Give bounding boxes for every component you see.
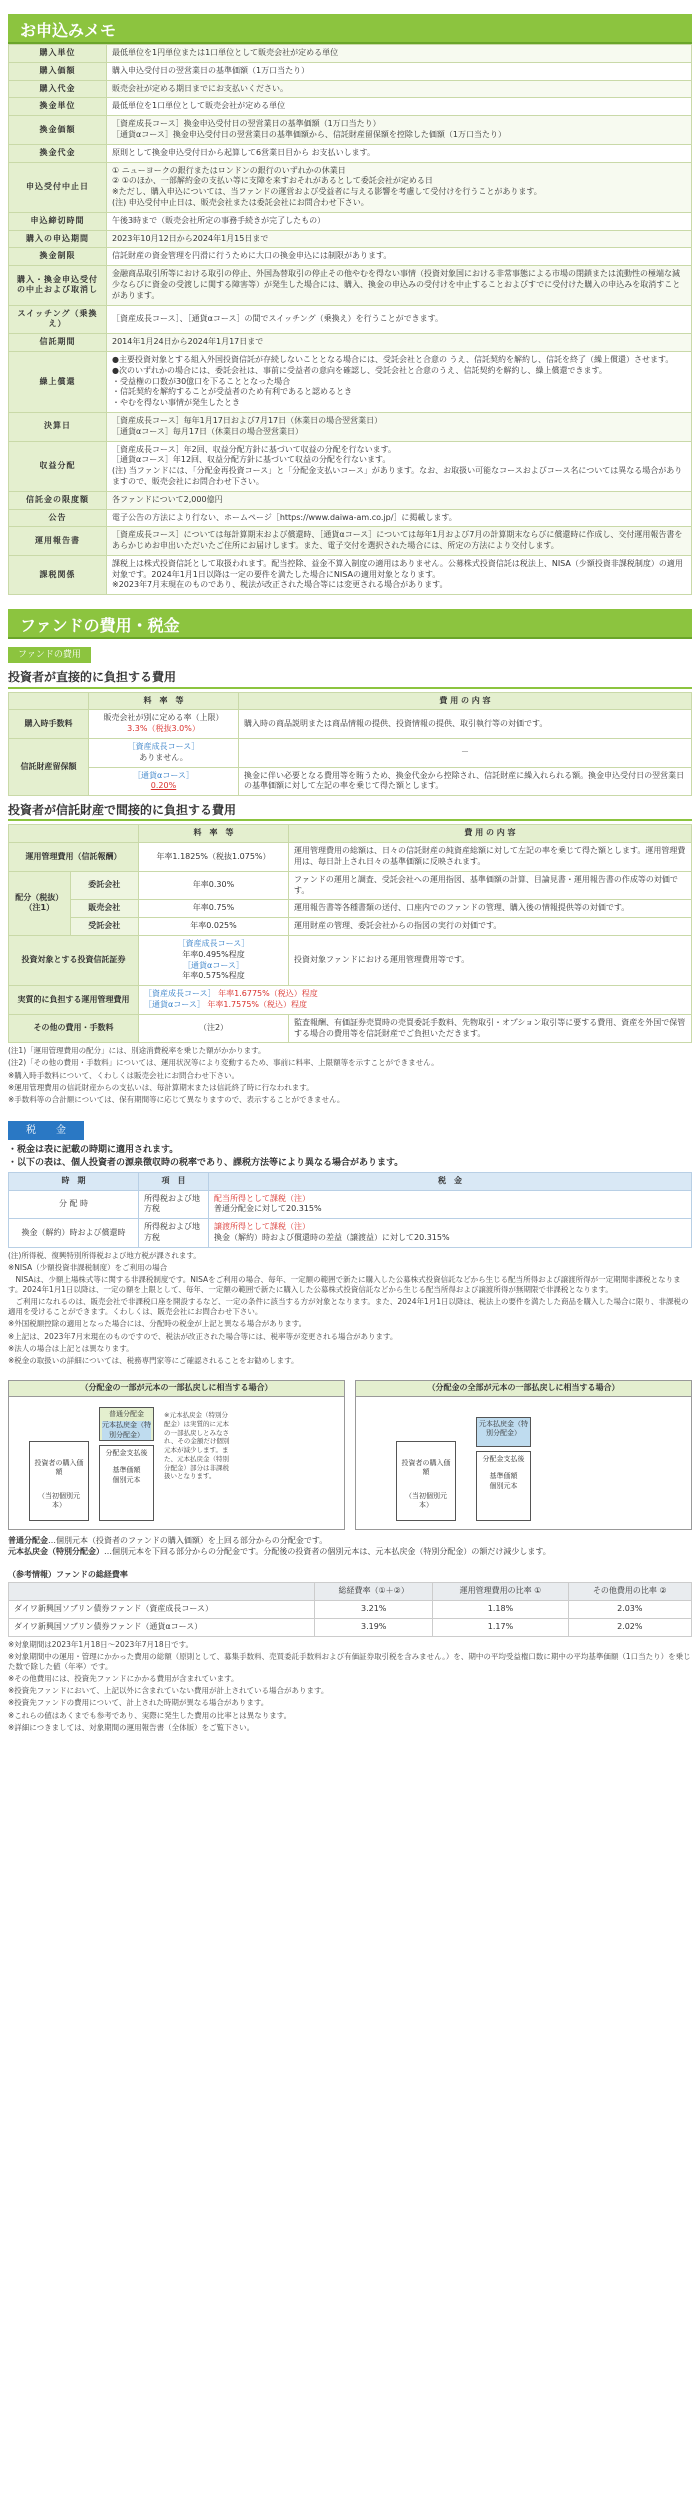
memo-value: 2014年1月24日から2024年1月17日まで bbox=[107, 334, 692, 352]
note-line: ※詳細につきましては、対象期間の運用報告書（全体版）をご覧下さい。 bbox=[8, 1722, 255, 1732]
tax-when: 換金（解約）時および償還時 bbox=[9, 1219, 139, 1248]
real-rate-b: 年率1.7575%（税込）程度 bbox=[207, 999, 308, 1009]
memo-label: 決算日 bbox=[9, 412, 107, 441]
ref-col: 運用管理費用の比率 ① bbox=[433, 1583, 568, 1601]
def-refund-term: 元本払戻金（特別分配金） bbox=[8, 1546, 104, 1556]
buy-fee-content: 購入時の商品説明または商品情報の提供、投資情報の提供、取引執行等の対価です。 bbox=[239, 710, 692, 739]
note-line: ※対象期間は2023年1月18日～2023年7月18日です。 bbox=[8, 1639, 193, 1649]
ref-value: 1.17% bbox=[433, 1618, 568, 1636]
alloc-rate: 年率0.75% bbox=[139, 900, 289, 918]
memo-label: 購入・換金申込受付の中止および取消し bbox=[9, 266, 107, 305]
memo-title: お申込みメモ bbox=[8, 14, 692, 44]
tax-value: 換金（解約）時および償還時の差益（譲渡益）に対して20.315% bbox=[214, 1232, 450, 1242]
memo-label: 購入の申込期間 bbox=[9, 230, 107, 248]
alloc-content: 運用財産の管理、委託会社からの指図の実行の対価です。 bbox=[289, 918, 692, 936]
memo-value: ［資産成長コース］換金申込受付日の翌営業日の基準価額（1万口当たり） ［通貨αコース］換金申込受付日の翌営業日の基準価額から、信託財産留保額を控除した価額（1万口当たり） bbox=[107, 116, 692, 145]
reserve-course-a-rate: ありません。 bbox=[139, 752, 188, 762]
note-line: ※投資先ファンドの費用について、計上された時期が異なる場合があります。 bbox=[8, 1698, 269, 1708]
reserve-content: 換金に伴い必要となる費用等を賄うため、換金代金から控除され、信託財産に繰入れられる額。換金申込受付日の翌営業日の基準価額に対して左記の率を乗じて得た額とします。 bbox=[239, 767, 692, 796]
target-course-a: ［資産成長コース］ bbox=[177, 938, 250, 948]
note-line: (注)所得税、復興特別所得税および地方税が課されます。 bbox=[8, 1250, 201, 1260]
memo-label: 公告 bbox=[9, 509, 107, 527]
tax-col-tax: 税 金 bbox=[209, 1172, 692, 1190]
col-rate-2: 料 率 等 bbox=[139, 825, 289, 843]
refund-label: 元本払戻金（特別分配金） bbox=[102, 1421, 151, 1439]
tax-bullet: ・税金は表に記載の時期に適用されます。 bbox=[8, 1145, 179, 1156]
mgmt-rate: 年率1.1825%（税抜1.075%） bbox=[139, 843, 289, 872]
normal-dist-label: 普通分配金 bbox=[109, 1409, 144, 1418]
memo-value: ［資産成長コース］については毎計算期末および償還時、［通貨αコース］については毎年1月および7月の計算期末ならびに償還時に作成し、交付運用報告書をあらかじめお申出いただいたご住所にお届けします。また、電子交付を選択された場合には、所定の方法により交付します。 bbox=[107, 527, 692, 556]
memo-value: 原則として換金申込受付日から起算して6営業日目から お支払いします。 bbox=[107, 144, 692, 162]
memo-label: 申込受付中止日 bbox=[9, 162, 107, 212]
fees-subtitle: ファンドの費用 bbox=[8, 647, 91, 663]
real-course-b: ［通貨αコース］ bbox=[144, 999, 205, 1009]
tax-bullet: ・以下の表は、個人投資者の源泉徴収時の税率であり、課税方法等により異なる場合があります。 bbox=[8, 1157, 404, 1168]
memo-label: 購入価額 bbox=[9, 62, 107, 80]
buy-fee-rate: 販売会社が別に定める率（上限） bbox=[103, 713, 224, 723]
real-course-a: ［資産成長コース］ bbox=[144, 989, 216, 999]
note-line: ※外国税額控除の適用となった場合には、分配時の税金が上記と異なる場合があります。 bbox=[8, 1319, 307, 1329]
memo-value: ［資産成長コース］年2回、収益分配方針に基づいて収益の分配を行ないます。 ［通貨αコース］年12回、収益分配方針に基づいて収益の分配を行ないます。 (注) 当ファンドには、「分配金再投資コース」と「分配金支払いコース」があります。なお、お取扱い可能なコースおよびコース名については異なる場合がありますので、販売会社にお問合わせ下さい。 bbox=[107, 441, 692, 491]
reserve-course-a: ［資産成長コース］ bbox=[127, 742, 200, 751]
memo-label: 購入単位 bbox=[9, 45, 107, 63]
other-label: その他の費用・手数料 bbox=[9, 1014, 139, 1043]
tax-notes bbox=[8, 1251, 692, 1366]
mgmt-label: 運用管理費用（信託報酬） bbox=[9, 843, 139, 872]
ref-value: 1.18% bbox=[433, 1601, 568, 1619]
base-price-label: 基準価額 bbox=[489, 1472, 518, 1481]
note-line: NISAは、少額上場株式等に関する非課税制度です。NISAをご利用の場合、毎年、一定額の範囲で新たに購入した公募株式投資信託などから生じる配当所得および譲渡所得が一定期間非課税となります。2024年1月1日以降は、一定の額を上限として、毎年、一定額の範囲で新たに購入した公募株式投資信託などから生じる配当所得および譲渡所得が無期限で非課税となります。 bbox=[8, 1274, 681, 1295]
diagram-partial bbox=[8, 1380, 345, 1530]
after-dist-label: 分配金支払後 bbox=[482, 1454, 525, 1463]
ref-value: 3.19% bbox=[314, 1618, 433, 1636]
reserve-label: 信託財産留保額 bbox=[9, 739, 89, 796]
memo-label: 信託金の限度額 bbox=[9, 491, 107, 509]
note-line: (注1)「運用管理費用の配分」には、別途消費税率を乗じた額がかかります。 bbox=[8, 1046, 266, 1056]
indiv-label: 個別元本 bbox=[489, 1481, 518, 1490]
target-rate-a: 年率0.495%程度 bbox=[182, 949, 245, 959]
fees-title: ファンドの費用・税金 bbox=[8, 609, 692, 639]
distribution-diagrams bbox=[8, 1380, 692, 1530]
indirect-fee-table bbox=[8, 824, 692, 1043]
memo-label: スイッチング（乗換え） bbox=[9, 305, 107, 334]
tax-col-when: 時 期 bbox=[9, 1172, 139, 1190]
direct-title: 投資者が直接的に負担する費用 bbox=[8, 669, 692, 688]
memo-label: 収益分配 bbox=[9, 441, 107, 491]
memo-value: 課税上は株式投資信託として取扱われます。配当控除、益金不算入制度の適用はありません。公募株式投資信託は税法上、NISA（少額投資非課税制度）の適用対象です。2024年1月1日以降は一定の要件を満たした場合にNISAの適用対象となります。 ※2023年7月末現在のものであり、税法が改正された場合等には変更される場合があります。 bbox=[107, 555, 692, 594]
indiv-label: 個別元本 bbox=[112, 1475, 141, 1484]
note-line: ※投資先ファンドにおいて、上記以外に含まれていない費用が計上されている場合があります。 bbox=[8, 1686, 329, 1696]
target-rate-b: 年率0.575%程度 bbox=[182, 971, 245, 981]
diagram-full bbox=[355, 1380, 692, 1530]
memo-value: ① ニューヨークの銀行またはロンドンの銀行のいずれかの休業日 ② ①のほか、一部解約金の支払い等に支障を来すおそれがあるとして委託会社が定める日 ※ただし、購入申込については、当ファンドの運営および受益者に与える影響を考慮して受付けを行うことがあります。 (注) 申込受付中止日は、販売会社または委託会社にお問合わせ下さい。 bbox=[107, 162, 692, 212]
tax-title: 税 金 bbox=[8, 1121, 84, 1141]
memo-label: 購入代金 bbox=[9, 80, 107, 98]
diagram-left-title: （分配金の一部が元本の一部払戻しに相当する場合） bbox=[9, 1381, 344, 1397]
tax-value: 普通分配金に対して20.315% bbox=[214, 1204, 322, 1214]
alloc-who: 販売会社 bbox=[70, 900, 138, 918]
memo-label: 換金制限 bbox=[9, 248, 107, 266]
cost-label: 投資者の購入価額 bbox=[401, 1458, 451, 1477]
target-content: 投資対象ファンドにおける運用管理費用等です。 bbox=[289, 935, 692, 985]
real-label: 実質的に負担する運用管理費用 bbox=[9, 986, 139, 1015]
alloc-content: 運用報告書等各種書類の送付、口座内でのファンドの管理、購入後の情報提供等の対価です。 bbox=[289, 900, 692, 918]
other-rate: （注2） bbox=[139, 1014, 289, 1043]
memo-value: 各ファンドについて2,000億円 bbox=[107, 491, 692, 509]
base-price-label: 基準価額 bbox=[112, 1466, 141, 1475]
memo-value: 金融商品取引所等における取引の停止、外国為替取引の停止その他やむを得ない事情（投資対象国における非常事態による市場の閉鎖または流動性の極端な減少ならびに資金の受渡しに関する障害等）が発生した場合には、購入、換金の申込みの受付けを中止することおよびすでに受付けた購入の申込みを取消すことがあります。 bbox=[107, 266, 692, 305]
fees-section bbox=[0, 609, 700, 1732]
alloc-rate: 年率0.30% bbox=[139, 871, 289, 900]
tax-item: 所得税および地方税 bbox=[139, 1190, 209, 1219]
note-line: ※上記は、2023年7月末現在のものですので、税法が改正された場合等には、税率等が変更される場合があります。 bbox=[8, 1331, 398, 1341]
fee-notes bbox=[8, 1046, 692, 1105]
memo-value: 午後3時まで（販売会社所定の事務手続きが完了したもの） bbox=[107, 212, 692, 230]
memo-value: 購入申込受付日の翌営業日の基準価額（1万口当たり） bbox=[107, 62, 692, 80]
tax-item: 所得税および地方税 bbox=[139, 1219, 209, 1248]
alloc-who: 委託会社 bbox=[70, 871, 138, 900]
col-rate: 料 率 等 bbox=[89, 692, 239, 710]
ref-title: （参考情報）ファンドの総経費率 bbox=[8, 1569, 128, 1579]
note-line: (注2)「その他の費用・手数料」については、運用状況等により変動するため、事前に料率、上限額等を示すことができません。 bbox=[8, 1058, 439, 1068]
def-normal-term: 普通分配金 bbox=[8, 1535, 48, 1545]
note-line: ※購入時手数料について、くわしくは販売会社にお問合わせ下さい。 bbox=[8, 1070, 239, 1080]
memo-table bbox=[8, 44, 692, 595]
col-content-2: 費 用 の 内 容 bbox=[289, 825, 692, 843]
reserve-course-b-rate: 0.20% bbox=[150, 781, 177, 791]
memo-value: 最低単位を1円単位または1口単位として販売会社が定める単位 bbox=[107, 45, 692, 63]
direct-fee-table bbox=[8, 692, 692, 797]
tax-table bbox=[8, 1172, 692, 1248]
memo-value: 最低単位を1口単位として販売会社が定める単位 bbox=[107, 98, 692, 116]
cost-note: （当初個別元本） bbox=[405, 1491, 447, 1510]
alloc-label: 配分（税抜）（注1） bbox=[9, 871, 71, 935]
expense-ratio-section bbox=[8, 1570, 692, 1733]
expense-ratio-table bbox=[8, 1582, 692, 1636]
memo-label: 申込締切時間 bbox=[9, 212, 107, 230]
memo-label: 信託期間 bbox=[9, 334, 107, 352]
ref-value: 3.21% bbox=[314, 1601, 433, 1619]
ref-col: その他費用の比率 ② bbox=[568, 1583, 691, 1601]
memo-value: 2023年10月12日から2024年1月15日まで bbox=[107, 230, 692, 248]
cost-note: （当初個別元本） bbox=[38, 1491, 80, 1510]
memo-label: 換金価額 bbox=[9, 116, 107, 145]
mgmt-content: 運用管理費用の総額は、日々の信託財産の純資産総額に対して左記の率を乗じて得た額とします。運用管理費用は、毎日計上され日々の基準価額に反映されます。 bbox=[289, 843, 692, 872]
alloc-rate: 年率0.025% bbox=[139, 918, 289, 936]
note-line: ご利用になれるのは、販売会社で非課税口座を開設するなど、一定の条件に該当する方が対象となります。また、2024年1月1日以降は、税法上の要件を満たした商品を購入した場合に限り、非課税の適用を受けることができます。くわしくは、販売会社にお問合わせ下さい。 bbox=[8, 1297, 689, 1317]
tax-red: 配当所得として課税（注） bbox=[214, 1193, 310, 1203]
refund-side-note: ※元本払戻金（特別分配金）は実質的に元本の一部払戻しとみなされ、その金額だけ個別元本が減少します。また、元本払戻金（特別分配金）部分は非課税扱いとなります。 bbox=[164, 1410, 230, 1481]
note-line: ※税金の取扱いの詳細については、税務専門家等にご確認されることをお勧めします。 bbox=[8, 1355, 299, 1365]
memo-label: 換金代金 bbox=[9, 144, 107, 162]
note-line: ※NISA（少額投資非課税制度）をご利用の場合 bbox=[8, 1262, 168, 1272]
target-label: 投資対象とする投資信託証券 bbox=[9, 935, 139, 985]
real-rate-a: 年率1.6775%（税込）程度 bbox=[218, 989, 318, 999]
alloc-content: ファンドの運用と調査、受託会社への運用指図、基準価額の計算、目論見書・運用報告書の作成等の対価です。 bbox=[289, 871, 692, 900]
memo-value: 販売会社が定める期日までにお支払いください。 bbox=[107, 80, 692, 98]
note-line: ※これらの値はあくまでも参考であり、実際に発生した費用の比率とは異なります。 bbox=[8, 1710, 292, 1720]
ref-value: 2.02% bbox=[568, 1618, 691, 1636]
memo-value: ［資産成長コース］、［通貨αコース］の間でスイッチング（乗換え）を行うことができます。 bbox=[107, 305, 692, 334]
ref-col: 総経費率（①＋②） bbox=[314, 1583, 433, 1601]
buy-fee-label: 購入時手数料 bbox=[9, 710, 89, 739]
reserve-course-b: ［通貨αコース］ bbox=[133, 770, 194, 780]
memo-value: 電子公告の方法により行ない、ホームページ［https://www.daiwa-am.co.jp/］に掲載します。 bbox=[107, 509, 692, 527]
memo-section bbox=[0, 14, 700, 595]
def-refund: …個別元本を下回る部分からの分配金です。分配後の投資者の個別元本は、元本払戻金（特別分配金）の額だけ減少します。 bbox=[104, 1546, 551, 1556]
tax-when: 分 配 時 bbox=[9, 1190, 139, 1219]
note-line: ※法人の場合は上記とは異なります。 bbox=[8, 1343, 134, 1353]
note-line: ※その他費用には、投資先ファンドにかかる費用が含まれています。 bbox=[8, 1674, 239, 1684]
memo-value: ●主要投資対象とする組入外国投資信託が存続しないこととなる場合には、受託会社と合意の うえ、信託契約を解約し、信託を終了（繰上償還）させます。 ●次のいずれかの場合には、委託会社は、事前に受益者の意向を確認し、受託会社と合意のうえ、信託契約を解約し、繰上償還できます。 ・受益権の口数が30億口を下ることとなった場合 ・信託契約を解約することが受益者のため有利であると認めるとき ・やむを得ない事情が発生したとき bbox=[107, 351, 692, 412]
buy-fee-rate-max: 3.3%（税抜3.0%） bbox=[127, 724, 200, 734]
other-content: 監査報酬、有価証券売買時の売買委託手数料、先物取引・オプション取引等に要する費用、資産を外国で保管する場合の費用等を信託財産でご負担いただきます。 bbox=[289, 1014, 692, 1043]
note-line: ※運用管理費用の信託財産からの支払いは、毎計算期末または信託終了時に行なわれます。 bbox=[8, 1082, 314, 1092]
col-content: 費 用 の 内 容 bbox=[239, 692, 692, 710]
memo-label: 換金単位 bbox=[9, 98, 107, 116]
note-line: ※対象期間中の運用・管理にかかった費用の総額（原則として、募集手数料、売買委託手数料および有価証券取引税を含みません。）を、期中の平均受益権口数に期中の平均基準価額（1口当たり）を乗じた数で除した値（年率）です。 bbox=[8, 1651, 691, 1671]
ref-fund: ダイワ新興国ソブリン債券ファンド（資産成長コース） bbox=[9, 1601, 315, 1619]
ref-value: 2.03% bbox=[568, 1601, 691, 1619]
note-line: ※手数料等の合計額については、保有期間等に応じて異なりますので、表示することができません。 bbox=[8, 1094, 345, 1104]
ref-notes bbox=[8, 1640, 692, 1733]
memo-label: 課税関係 bbox=[9, 555, 107, 594]
refund-label: 元本払戻金（特別分配金） bbox=[476, 1417, 531, 1447]
ref-fund: ダイワ新興国ソブリン債券ファンド（通貨αコース） bbox=[9, 1618, 315, 1636]
target-course-b: ［通貨αコース］ bbox=[183, 960, 244, 970]
diagram-right-title: （分配金の全部が元本の一部払戻しに相当する場合） bbox=[356, 1381, 691, 1397]
alloc-who: 受託会社 bbox=[70, 918, 138, 936]
reserve-dash: － bbox=[239, 739, 692, 768]
memo-value: ［資産成長コース］毎年1月17日および7月17日（休業日の場合翌営業日） ［通貨αコース］毎月17日（休業日の場合翌営業日） bbox=[107, 412, 692, 441]
after-dist-label: 分配金支払後 bbox=[105, 1448, 148, 1457]
tax-red: 譲渡所得として課税（注） bbox=[214, 1222, 310, 1232]
tax-col-item: 項 目 bbox=[139, 1172, 209, 1190]
memo-label: 繰上償還 bbox=[9, 351, 107, 412]
memo-value: 信託財産の資金管理を円滑に行うために大口の換金申込には制限があります。 bbox=[107, 248, 692, 266]
cost-label: 投資者の購入価額 bbox=[34, 1458, 84, 1477]
indirect-title: 投資者が信託財産で間接的に負担する費用 bbox=[8, 802, 692, 821]
memo-label: 運用報告書 bbox=[9, 527, 107, 556]
def-normal: …個別元本（投資者のファンドの購入価額）を上回る部分からの分配金です。 bbox=[48, 1535, 328, 1545]
